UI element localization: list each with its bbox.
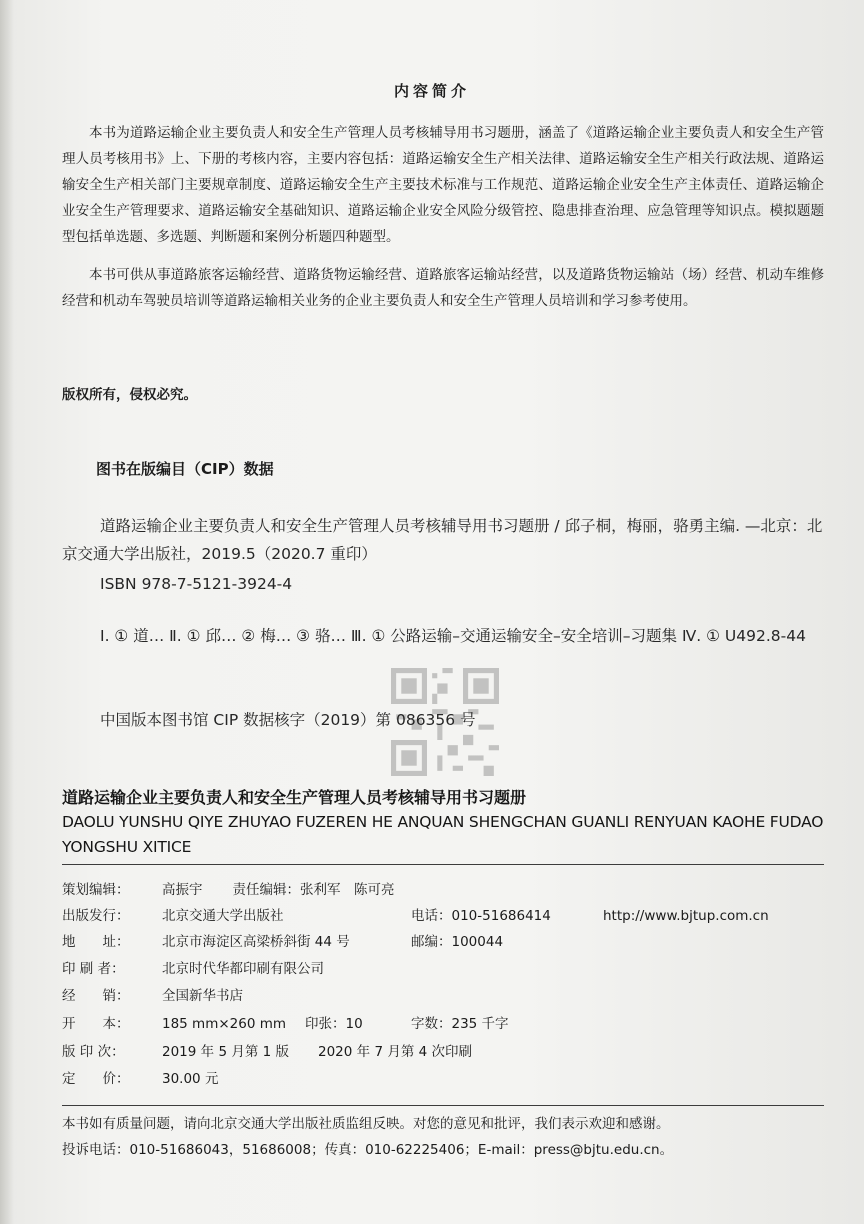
edition-label: 版 印 次： (62, 1044, 125, 1060)
intro-paragraph-2 (62, 262, 824, 314)
distributor-label: 经 销： (62, 988, 130, 1004)
imprint-postcode (411, 930, 503, 954)
cip-entry-text: 道路运输企业主要负责人和安全生产管理人员考核辅导用书习题册 / 邱子桐，梅丽，骆勇主编. —北京：北京交通大学出版社，2019.5（2020.7 重印） (62, 517, 823, 563)
imprint-printing (318, 1040, 472, 1064)
cip-isbn (62, 570, 826, 598)
format-label: 开 本： (62, 1016, 130, 1032)
postcode-label: 邮编： (411, 934, 452, 950)
intro-paragraph-1-text: 本书为道路运输企业主要负责人和安全生产管理人员考核辅导用书习题册，涵盖了《道路运输企业主要负责人和安全生产管理人员考核用书》上、下册的考核内容，主要内容包括：道路运输安全生产相关法律、道路运输安全生产相关行政法规、道路运输安全生产相关部门主要规章制度、道路运输安全生产主要技术标准与工作规范、道路运输企业安全生产主体责任、道路运输企业安全生产管理要求、道路运输安全基础知识、道路运输企业安全风险分级管控、隐患排查治理、应急管理等知识点。模拟题题型包括单选题、多选题、判断题和案例分析题四种题型。 (62, 125, 824, 245)
words-label: 字数： (411, 1016, 452, 1032)
imprint-printer-row (62, 957, 324, 981)
quality-notice: 本书如有质量问题，请向北京交通大学出版社质监组反映。对您的意见和批评，我们表示欢迎和感谢。 (62, 1116, 670, 1132)
cip-library-number (62, 706, 826, 734)
cip-subjects (62, 622, 826, 650)
website-value: http://www.bjtup.com.cn (603, 908, 769, 924)
cip-subjects-text: Ⅰ. ① 道… Ⅱ. ① 邱… ② 梅… ③ 骆… Ⅲ. ① 公路运输–交通运输安全–安全培训–习题集 Ⅳ. ① U492.8-44 (100, 627, 806, 645)
publisher-label: 出版发行： (62, 908, 130, 924)
responsible-editor-value: 张利军 陈可亮 (300, 882, 395, 898)
printer-value: 北京时代华都印刷有限公司 (162, 961, 324, 977)
phone-value: 010-51686414 (451, 908, 551, 924)
cip-heading: 图书在版编目（CIP）数据 (96, 460, 274, 478)
divider-top (62, 864, 824, 865)
imprint-website (603, 904, 769, 928)
planning-editor-label: 策划编辑： (62, 882, 130, 898)
intro-paragraph-1 (62, 120, 824, 250)
sheets-label: 印张： (305, 1016, 346, 1032)
copyright-notice: 版权所有，侵权必究。 (62, 387, 197, 403)
sheets-value: 10 (345, 1016, 363, 1032)
planning-editor-value: 高振宇 (162, 882, 203, 898)
distributor-value: 全国新华书店 (162, 988, 243, 1004)
format-value: 185 mm×260 mm (162, 1016, 287, 1032)
cip-entry (62, 512, 826, 568)
responsible-editor-label: 责任编辑： (232, 882, 300, 898)
page-gutter-shadow (0, 0, 14, 1224)
book-title-chinese: 道路运输企业主要负责人和安全生产管理人员考核辅导用书习题册 (62, 788, 527, 807)
price-value: 30.00 元 (162, 1071, 219, 1087)
divider-bottom (62, 1105, 824, 1106)
imprint-distributor-row (62, 984, 243, 1008)
imprint-editors-row (62, 878, 395, 902)
intro-paragraph-2-text: 本书可供从事道路旅客运输经营、道路货物运输经营、道路旅客运输站经营，以及道路货物运输站（场）经营、机动车维修经营和机动车驾驶员培训等道路运输相关业务的企业主要负责人和安全生产管理人员培训和学习参考使用。 (62, 267, 824, 309)
imprint-publisher-row (62, 904, 284, 928)
imprint-phone (411, 904, 551, 928)
edition-value: 2019 年 5 月第 1 版 (162, 1044, 289, 1060)
price-label: 定 价： (62, 1071, 130, 1087)
cip-isbn-text: ISBN 978-7-5121-3924-4 (100, 575, 293, 593)
printing-value: 2020 年 7 月第 4 次印刷 (318, 1044, 472, 1060)
words-value: 235 千字 (451, 1016, 509, 1032)
phone-label: 电话： (411, 908, 452, 924)
imprint-words (411, 1012, 509, 1036)
address-value: 北京市海淀区高梁桥斜街 44 号 (162, 934, 350, 950)
imprint-address-row (62, 930, 350, 954)
imprint-format-row (62, 1012, 286, 1036)
imprint-price-row (62, 1067, 218, 1091)
cip-library-number-text: 中国版本图书馆 CIP 数据核字（2019）第 086356 号 (100, 711, 476, 729)
address-label: 地 址： (62, 934, 130, 950)
publisher-value: 北京交通大学出版社 (162, 908, 284, 924)
complaint-contacts: 投诉电话：010-51686043，51686008；传真：010-62225406；E-mail：press@bjtu.edu.cn。 (62, 1142, 674, 1158)
imprint-edition-row (62, 1040, 289, 1064)
postcode-value: 100044 (451, 934, 504, 950)
book-title-pinyin: DAOLU YUNSHU QIYE ZHUYAO FUZEREN HE ANQUAN SHENGCHAN GUANLI RENYUAN KAOHE FUDAO YONGSHU XITICE (62, 813, 824, 856)
imprint-sheets (305, 1012, 363, 1036)
intro-title: 内容简介 (393, 82, 470, 100)
printer-label: 印 刷 者： (62, 961, 125, 977)
